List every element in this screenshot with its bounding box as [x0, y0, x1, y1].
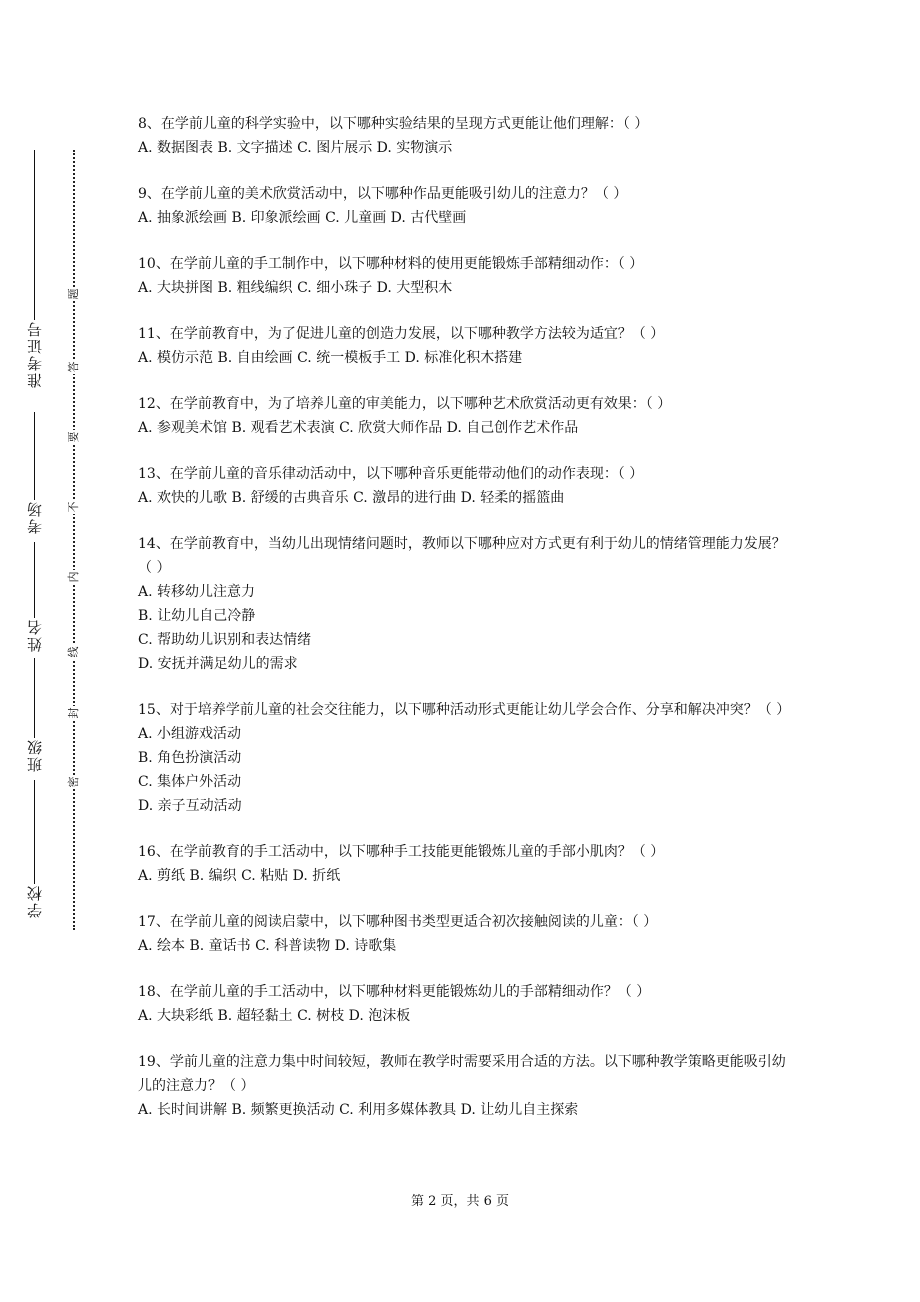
option-d: D. 安抚并满足幼儿的需求: [138, 656, 298, 672]
option-b: B. 角色扮演活动: [138, 750, 242, 766]
question-stem: 9、在学前儿童的美术欣赏活动中，以下哪种作品更能吸引幼儿的注意力？（ ）: [138, 186, 628, 202]
question-options: A. 大块彩纸 B. 超轻黏土 C. 树枝 D. 泡沫板: [138, 1008, 411, 1024]
seal-char: 不: [67, 501, 80, 513]
question-stem: 10、在学前儿童的手工制作中，以下哪种材料的使用更能锻炼手部精细动作：（ ）: [138, 256, 644, 272]
question-options: A. 模仿示范 B. 自由绘画 C. 统一模板手工 D. 标准化积木搭建: [138, 350, 523, 366]
field-exam-room: [14, 412, 54, 534]
field-room-line: [34, 412, 35, 500]
option-a: A. 转移幼儿注意力: [138, 584, 256, 600]
field-class-label: 班级: [25, 738, 44, 772]
question-stem: 11、在学前教育中，为了促进儿童的创造力发展，以下哪种教学方法较为适宜？（ ）: [138, 326, 665, 342]
question-stem: 17、在学前儿童的阅读启蒙中，以下哪种图书类型更适合初次接触阅读的儿童：（ ）: [138, 914, 658, 930]
seal-char: 内: [67, 571, 80, 583]
field-school-ticket: [14, 150, 54, 388]
field-ticket-label: 准考证号: [25, 320, 44, 388]
field-school-label: 学校: [25, 884, 44, 918]
option-a: A. 小组游戏活动: [138, 726, 242, 742]
question-stem: 14、在学前教育中，当幼儿出现情绪问题时，教师以下哪种应对方式更有利于幼儿的情绪管理能力发展？（ ）: [138, 536, 786, 576]
seal-line: [64, 150, 84, 930]
question-options: A. 大块拼图 B. 粗线编织 C. 细小珠子 D. 大型积木: [138, 280, 453, 296]
question-14: [138, 532, 788, 676]
question-list: [138, 112, 791, 1144]
field-school-line: [34, 780, 35, 884]
option-d: D. 亲子互动活动: [138, 798, 242, 814]
question-stem: 12、在学前教育中，为了培养儿童的审美能力，以下哪种艺术欣赏活动更有效果：（ ）: [138, 396, 672, 412]
question-13: [138, 462, 788, 510]
question-stem: 13、在学前儿童的音乐律动活动中，以下哪种音乐更能带动他们的动作表现：（ ）: [138, 466, 644, 482]
field-name: [14, 542, 54, 652]
seal-char: 题: [67, 288, 80, 300]
question-options: A. 抽象派绘画 B. 印象派绘画 C. 儿童画 D. 古代壁画: [138, 210, 467, 226]
field-class-line: [34, 658, 35, 738]
question-19: [138, 1050, 788, 1122]
question-17: [138, 910, 788, 958]
question-stem: 15、对于培养学前儿童的社会交往能力，以下哪种活动形式更能让幼儿学会合作、分享和解决冲突？（ ）: [138, 702, 791, 718]
question-options: A. 长时间讲解 B. 频繁更换活动 C. 利用多媒体教具 D. 让幼儿自主探索: [138, 1102, 579, 1118]
question-18: [138, 980, 788, 1028]
option-b: B. 让幼儿自己冷静: [138, 608, 256, 624]
seal-char: 线: [67, 646, 80, 658]
question-stem: 18、在学前儿童的手工活动中，以下哪种材料更能锻炼幼儿的手部精细动作？（ ）: [138, 984, 651, 1000]
question-options: A. 数据图表 B. 文字描述 C. 图片展示 D. 实物演示: [138, 140, 453, 156]
field-room-label: 考场: [25, 500, 44, 534]
question-9: [138, 182, 788, 230]
binding-fields: [14, 150, 54, 950]
question-options: A. 绘本 B. 童话书 C. 科普读物 D. 诗歌集: [138, 938, 397, 954]
option-c: C. 集体户外活动: [138, 774, 242, 790]
question-12: [138, 392, 788, 440]
question-stem: 8、在学前儿童的科学实验中，以下哪种实验结果的呈现方式更能让他们理解：（ ）: [138, 116, 649, 132]
seal-dotted-line: [73, 150, 75, 930]
field-ticket-line: [34, 150, 35, 320]
field-class: [14, 658, 54, 772]
question-16: [138, 840, 788, 888]
field-name-label: 姓名: [25, 618, 44, 652]
option-c: C. 帮助幼儿识别和表达情绪: [138, 632, 312, 648]
question-options: A. 欢快的儿歌 B. 舒缓的古典音乐 C. 激昂的进行曲 D. 轻柔的摇篮曲: [138, 490, 565, 506]
question-10: [138, 252, 788, 300]
page-number: 第 2 页，共 6 页: [410, 1194, 510, 1209]
seal-char: 要: [67, 431, 80, 443]
field-school: [14, 780, 54, 918]
binding-margin: [14, 150, 80, 950]
seal-char: 封: [67, 707, 80, 719]
question-11: [138, 322, 788, 370]
question-15: [138, 698, 791, 818]
seal-char: 答: [67, 361, 80, 373]
field-name-line: [34, 542, 35, 618]
page-footer: [0, 1190, 920, 1209]
question-8: [138, 112, 788, 160]
seal-char: 密: [67, 776, 80, 788]
question-options: A. 剪纸 B. 编织 C. 粘贴 D. 折纸: [138, 868, 341, 884]
question-stem: 16、在学前教育的手工活动中，以下哪种手工技能更能锻炼儿童的手部小肌肉？（ ）: [138, 844, 665, 860]
question-options: A. 参观美术馆 B. 观看艺术表演 C. 欣赏大师作品 D. 自己创作艺术作品: [138, 420, 579, 436]
question-stem: 19、学前儿童的注意力集中时间较短，教师在教学时需要采用合适的方法。以下哪种教学策略更能吸引幼儿的注意力？（ ）: [138, 1054, 786, 1094]
